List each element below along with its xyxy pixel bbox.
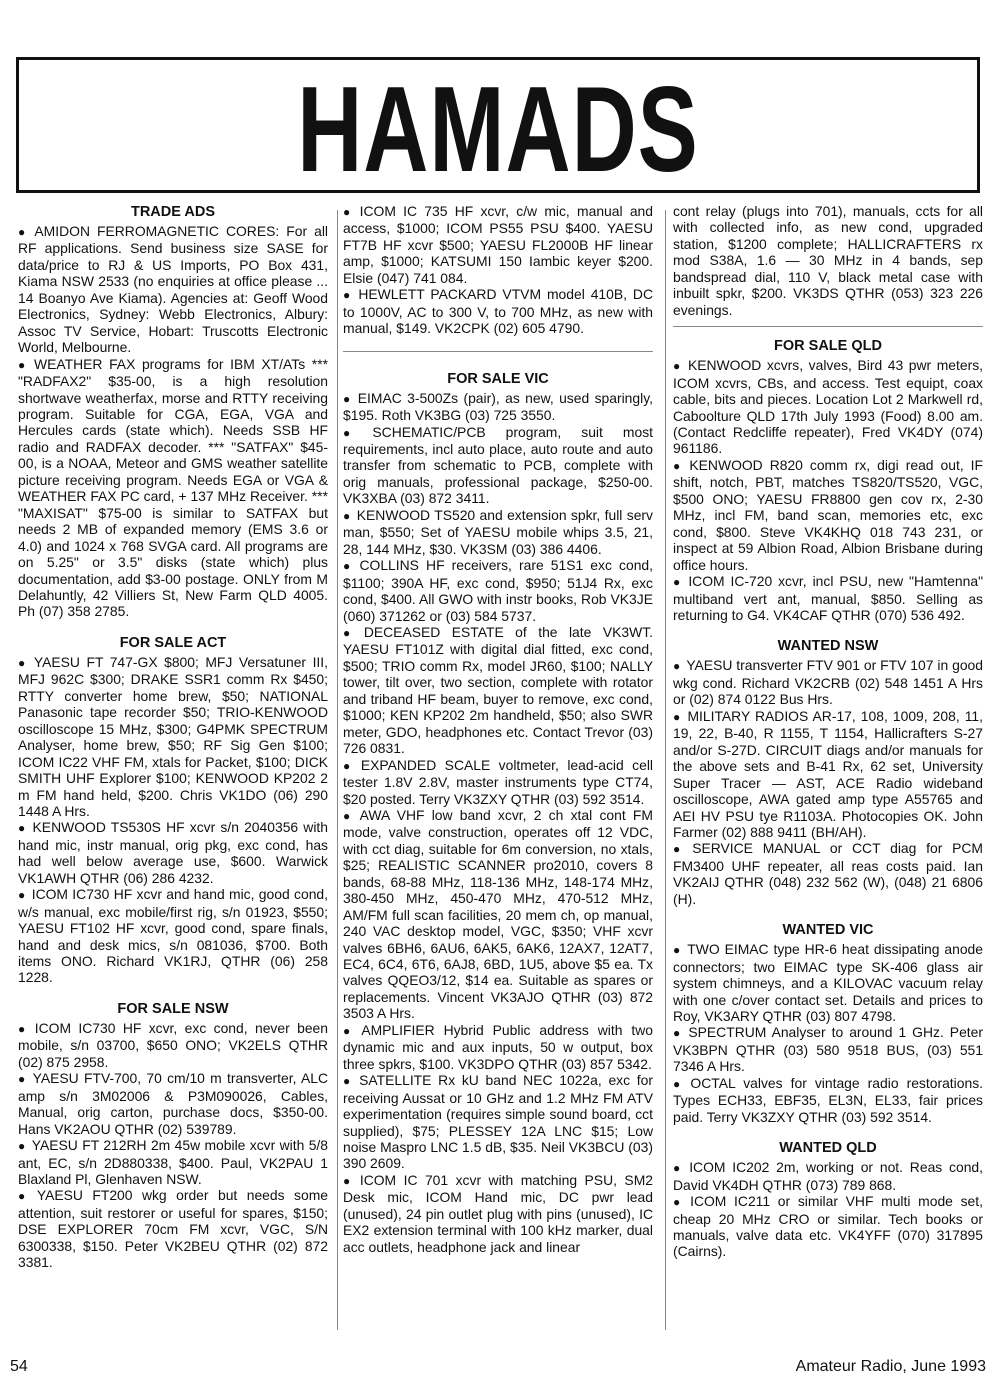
bullet-icon: ● (18, 655, 28, 670)
classified-ad (343, 507, 653, 557)
classified-ad (18, 223, 328, 356)
classified-section (673, 337, 983, 623)
bullet-icon: ● (673, 659, 681, 674)
section-heading: FOR SALE QLD (774, 338, 882, 355)
classified-ad (18, 819, 328, 886)
classified-section (343, 370, 653, 1256)
bullet-icon: ● (673, 575, 683, 590)
classified-ad (673, 457, 983, 573)
section-heading: WANTED VIC (782, 922, 874, 939)
classified-section (18, 203, 328, 620)
ad-text: AWA VHF low band xcvr, 2 ch xtal cont FM mode, valve construction, operates off 12 VDC, with cct diag, suitable for 6m conversion, no xtals, $25; REALISTIC SCANNER pro2010, covers 8 bands, 68-88 MHz, 118-136 MHz, 148-174 MHz, 380-450 MHz, 450-470 MHz, 470-512 MHz, AM/FM full scan facilities, 20 mem ch, op manual, 240 VAC desktop model, VGC, $350; VHF xcvr valves 6BH6, 6AU6, 6AK5, 6AK6, 12AX7, 12AT7, EC4, 6C4, 6T6, 6AJ8, 6BD, 1U5, above $5 ea. Tx valves QQEO3/12, $14 ea. Suitable as spares or replacements. Vincent VK3AJO QTHR (03) 872 3503 A Hrs. (343, 806, 653, 1022)
classified-ad (673, 941, 983, 1024)
ad-text: SCHEMATIC/PCB program, suit most requirements, incl auto place, auto route and auto transfer from schematic to PCB, complete with orig manuals, professional package, $250-00. VK3XBA (03) 872 3411. (343, 423, 653, 507)
classified-ad (673, 1075, 983, 1125)
classified-ad (673, 1024, 983, 1074)
ad-text: YAESU FT 212RH 2m 45w mobile xcvr with 5/8 ant, EC, s/n 2D880338, $400. Paul, VK2PAU 1 Blaxland Pl, Glenhaven NSW. (18, 1137, 329, 1188)
classified-section (673, 1139, 983, 1260)
ad-text: SATELLITE Rx kU band NEC 1022a, exc for receiving Aussat or 10 GHz and 1.2 MHz FM ATV experimentation (requires simple sound board, cct supplied), $75; PLESSEY 12A LNC $15; Low noise Maspro LNC 1.5 dB, $35. Neil VK3BCU (03) 390 2609. (343, 1072, 653, 1172)
classified-ad (673, 357, 983, 457)
classified-ad (343, 807, 653, 1022)
classified-ad (18, 1020, 328, 1070)
classified-ad (343, 557, 653, 624)
bullet-icon: ● (673, 359, 682, 374)
bullet-icon: ● (673, 458, 684, 473)
classified-section (18, 1000, 328, 1271)
classified-ad (673, 573, 983, 623)
classified-ad (18, 1187, 328, 1270)
column-3 (673, 203, 983, 1274)
ad-text: KENWOOD xcvrs, valves, Bird 43 pwr meters, ICOM xcvrs, CBs, and access. Test equipt, coax cable, bits and pieces. Location Lot 2 Markwell rd, Caboolture QLD 17th July 1993 (Food) 8.00 am. (Contact Redcliffe repeater), Fred VK4DY (074) 961186. (673, 357, 984, 457)
classified-ad (343, 624, 653, 757)
classified-ad (18, 886, 328, 986)
ad-text: YAESU FTV-700, 70 cm/10 m transverter, ALC amp s/n 3M02006 & P3M090026, Cables, Manual, orig carton, purchase docs, $350-00. Hans VK2AOU QTHR (02) 539789. (18, 1070, 328, 1137)
ad-text: KENWOOD TS520 and extension spkr, full serv man, $550; Set of YAESU mobile whips 3.5, 21, 28, 144 MHz, $30. VK3SM (03) 386 4406. (343, 506, 654, 557)
bullet-icon: ● (18, 1021, 29, 1036)
classified-ad (343, 757, 653, 807)
classified-section (343, 203, 653, 337)
bullet-icon: ● (18, 357, 29, 372)
bullet-icon: ● (673, 842, 687, 857)
ad-continuation: cont relay (plugs into 701), manuals, ccts for all with collected info, as new cond, upgraded station, $1200 complete; HALLICRAFTERS rx mod S38A, 1.6 — 30 MHz in 4 bands, sep bandspread dial, 110 V, black metal case with inbuilt spkr, $200. VK3DS QTHR (053) 323 226 evenings. (673, 203, 983, 318)
bullet-icon: ● (18, 1139, 26, 1154)
bullet-icon: ● (343, 205, 354, 219)
masthead-box (16, 57, 980, 198)
bullet-icon: ● (18, 225, 29, 239)
classified-ad (343, 1022, 653, 1072)
classified-ad (18, 654, 328, 820)
column-divider (337, 210, 338, 1330)
ad-text: MILITARY RADIOS AR-17, 108, 1009, 208, 11, 19, 22, B-40, R 1155, T 1154, Hallicrafters S-27 and/or S-27D. CIRCUIT diags and/or manuals for the above sets and B-41 Rx, 62 set, University Super Tracer — AST, ACE Radio wideband oscilloscope, AWA gated amp type A55765 and AEI HV PSU tye R1103A. Photocopies OK. John Farmer (02) 888 9411 (BH/AH). (673, 707, 984, 840)
bullet-icon: ● (343, 1173, 354, 1188)
ad-text: EIMAC 3-500Zs (pair), as new, used sparingly, $195. Roth VK3BG (03) 725 3550. (343, 389, 653, 424)
page-number: 54 (10, 1358, 28, 1375)
classified-ad (343, 286, 653, 336)
classified-ad (673, 708, 983, 841)
classified-ad (343, 203, 653, 286)
classified-ad (18, 1070, 328, 1137)
ad-text: HEWLETT PACKARD VTVM model 410B, DC to 1000V, AC to 300 V, to 700 MHz, as new with manual, $149. VK2CPK (02) 605 4790. (343, 286, 653, 337)
bullet-icon: ● (18, 821, 27, 836)
bullet-icon: ● (673, 943, 682, 958)
ad-text: EXPANDED SCALE voltmeter, lead-acid cell tester 1.8V 2.8V, master instruments type CT74, $20 posted. Terry VK3ZXY QTHR (03) 592 3514. (343, 756, 653, 807)
bullet-icon: ● (673, 1076, 685, 1091)
classified-ad (673, 657, 983, 707)
bullet-icon: ● (343, 288, 353, 303)
classified-section (673, 637, 983, 907)
ad-text: WEATHER FAX programs for IBM XT/ATs *** "RADFAX2" $35-00, is a high resolution shortwave weatherfax, morse and RTTY receiving program. Suitable for CGA, EGA, VGA and Hercules cards (state which). Needs SSB HF radio and RADFAX decoder. *** "SATFAX" $45-00, is a NOAA, Meteor and GMS weather satellite picture receiving program. Needs EGA or VGA & WEATHER FAX PC card, + 137 MHz Receiver. *** "MAXISAT" $75-00 is similar to SATFAX but needs 2 MB of expanded memory (EMS 3.6 or 4.0) and 1024 x 768 SVGA card. All programs are on 5.25" or 3.5" disks (state which) plus documentation, add $3-00 postage. ONLY from M Delahuntly, 42 Villiers St, New Farm QLD 4005. Ph (07) 358 2785. (18, 355, 329, 620)
ad-text: ICOM IC 735 HF xcvr, c/w mic, manual and access, $1000; ICOM PS55 PSU $400. YAESU FT7B HF xcvr $500; YAESU FL2000B HF linear amp, $1000; KATSUMI 150 Iambic keyer $200. Elsie (047) 741 084. (343, 203, 654, 286)
publication-footer: Amateur Radio, June 1993 (795, 1358, 986, 1375)
ad-text: DECEASED ESTATE of the late VK3WT. YAESU FT101Z with digital dial fitted, exc cond, $500; TRIO comm Rx, model JR60, $100; NALLY tower, tilt over, two section, complete with rotator and triband HF beam, buyer to remove, exc cond, $1000; KEN KP202 2m handheld, $50; also SWR meter, GDO, headphones etc. Contact Trevor (03) 726 0831. (343, 623, 653, 757)
bullet-icon: ● (343, 425, 367, 440)
classified-ad (343, 1072, 653, 1172)
ad-text: KENWOOD R820 comm rx, digi read out, IF shift, notch, PBT, matches TS820/TS520, VGC, $500 ONO; YAESU FR8800 gen cov rx, 2-30 MHz, incl FM, band scan, memories etc, exc cond, $800. Steve VK4KHQ 018 743 231, or inspect at 59 Albion Road, Albion Brisbane during office hours. (673, 456, 984, 573)
bullet-icon: ● (343, 625, 358, 640)
classified-ad (343, 1172, 653, 1255)
bullet-icon: ● (343, 1023, 356, 1038)
bullet-icon: ● (343, 808, 354, 823)
column-2 (343, 203, 653, 1269)
ad-text: KENWOOD TS530S HF xcvr s/n 2040356 with hand mic, instr manual, orig pkg, exc cond, has had well below average use, $600. Warwick VK1AWH QTHR (06) 286 4232. (18, 819, 328, 886)
bullet-icon: ● (343, 1074, 354, 1089)
section-heading: FOR SALE NSW (117, 1000, 229, 1017)
ad-text: YAESU transverter FTV 901 or FTV 107 in good wkg cond. Richard VK2CRB (02) 548 1451 A Hrs or (02) 874 0122 Bus Hrs. (673, 657, 983, 708)
ad-text: ICOM IC-720 xcvr, incl PSU, new "Hamtenna" multiband vert ant, manual, $850. Selling as returning to G4. VK4CAF QTHR (070) 536 492. (673, 573, 983, 623)
classified-section (18, 634, 328, 986)
ad-text: YAESU FT200 wkg order but needs some attention, suit restorer or useful for spares, $150; DSE EXPLORER 70cm FM xcvr, VGC, S/N 6300338, $150. Peter VK2BEU QTHR (02) 872 3381. (18, 1187, 328, 1271)
ad-text: YAESU FT 747-GX $800; MFJ Versatuner III, MFJ 962C $300; DRAKE SSR1 comm Rx $450; RTTY converter home brew, $50; NATIONAL Panasonic tape recorder $50; TRIO-KENWOOD oscilloscope 15 MHz, $300; G4PMK SPECTRUM Analyser, home brew, $50; RF Sig Gen $100; ICOM IC22 VHF FM, xtals for Packet, $100; DICK SMITH UHF Explorer $100; KENWOOD KP202 2 m FM hand held, $200. Chris VK1DO (06) 290 1448 A Hrs. (18, 653, 329, 819)
classified-ad (673, 840, 983, 907)
column-divider (665, 210, 666, 1330)
classified-ad (18, 356, 328, 620)
classified-ad (343, 424, 653, 507)
ad-text: ICOM IC730 HF xcvr and hand mic, good cond, w/s manual, exc mobile/first rig, s/n 01923, $550; YAESU FT102 HF xcvr, good cond, spare finals, hand and desk mics, s/n 081036, $700. Both items ONO. Richard VK1RJ, QTHR (06) 258 1228. (18, 886, 329, 986)
ad-text: ICOM IC 701 xcvr with matching PSU, SM2 Desk mic, ICOM Hand mic, DC pwr lead (unused), 24 pin outlet plug with pins (unused), IC EX2 extension terminal with 100 kHz marker, dual acc outlets, headphone jack and linear (343, 1171, 653, 1255)
bullet-icon: ● (18, 1189, 31, 1204)
bullet-icon: ● (673, 709, 682, 724)
classified-ad (673, 1193, 983, 1260)
classified-ad (18, 1137, 328, 1187)
ad-text: ICOM IC730 HF xcvr, exc cond, never been mobile, s/n 03700, $650 ONO; VK2ELS QTHR (02) 875 2958. (18, 1019, 328, 1070)
bullet-icon: ● (18, 1072, 27, 1087)
bullet-icon: ● (673, 1195, 685, 1210)
bullet-icon: ● (343, 559, 354, 574)
bullet-icon: ● (673, 1026, 683, 1041)
bullet-icon: ● (18, 888, 26, 903)
section-heading: WANTED NSW (777, 638, 879, 655)
classified-ad (343, 390, 653, 424)
ad-text: SPECTRUM Analyser to around 1 GHz. Peter VK3BPN QTHR (03) 580 9518 BUS, (03) 551 7346 A Hrs. (673, 1024, 984, 1075)
classified-ad (673, 1159, 983, 1193)
ad-text: SERVICE MANUAL or CCT diag for PCM FM3400 UHF repeater, all reas costs paid. Ian VK2AIJ QTHR (048) 232 562 (W), (048) 21 6806 (H). (673, 840, 984, 907)
section-heading: WANTED QLD (779, 1140, 877, 1157)
ad-text: AMPLIFIER Hybrid Public address with two dynamic mic and aux inputs, 50 w output, box three spkrs, $100. VK3DPO QTHR (03) 857 5342. (343, 1021, 653, 1072)
ad-text: ICOM IC211 or similar VHF multi mode set, cheap 20 MHz CRO or similar. Tech books or manuals, valve data etc. VK4YFF (070) 317895 (Cairns). (673, 1193, 983, 1260)
bullet-icon: ● (673, 1161, 684, 1176)
column-1 (18, 203, 328, 1285)
classified-section (673, 921, 983, 1125)
ad-text: COLLINS HF receivers, rare 51S1 exc cond, $1100; 390A HF, exc cond, $950; 51J4 Rx, exc cond, $400. All GWO with instr books, Rob VK3JE (060) 371262 or (03) 584 5737. (343, 557, 654, 624)
bullet-icon: ● (343, 391, 352, 406)
section-heading: FOR SALE ACT (119, 634, 227, 651)
ad-text: ICOM IC202 2m, working or not. Reas cond, David VK4DH QTHR (073) 789 868. (673, 1159, 984, 1193)
page-title: HAMADS (297, 62, 699, 198)
bullet-icon: ● (343, 508, 351, 523)
ad-text: TWO EIMAC type HR-6 heat dissipating anode connectors; two EIMAC type SK-406 glass air system chimneys, and a KILOVAC vacuum relay with one c/over contact set. Details and prices to Roy, VK3ARY QTHR (03) 807 4798. (673, 941, 984, 1025)
ad-text: OCTAL valves for vintage radio restorations. Types ECH33, EBF35, EL3N, EL33, fair prices paid. Terry VK3ZXY QTHR (03) 592 3514. (673, 1074, 983, 1125)
section-heading: FOR SALE VIC (447, 370, 549, 387)
bullet-icon: ● (343, 758, 355, 773)
section-heading: TRADE ADS (130, 204, 216, 220)
ad-text: AMIDON FERROMAGNETIC CORES: For all RF applications. Send business size SASE for data/price to RJ & US Imports, PO Box 431, Kiama NSW 2533 (no enquiries at office please ... 14 Boanyo Ave Kiama). Agencies at: Geoff Wood Electronics, Sydney: Webb Electronics, Albury: Assoc TV Service, Hobart: Truscotts Electronic World, Melbourne. (18, 223, 329, 356)
